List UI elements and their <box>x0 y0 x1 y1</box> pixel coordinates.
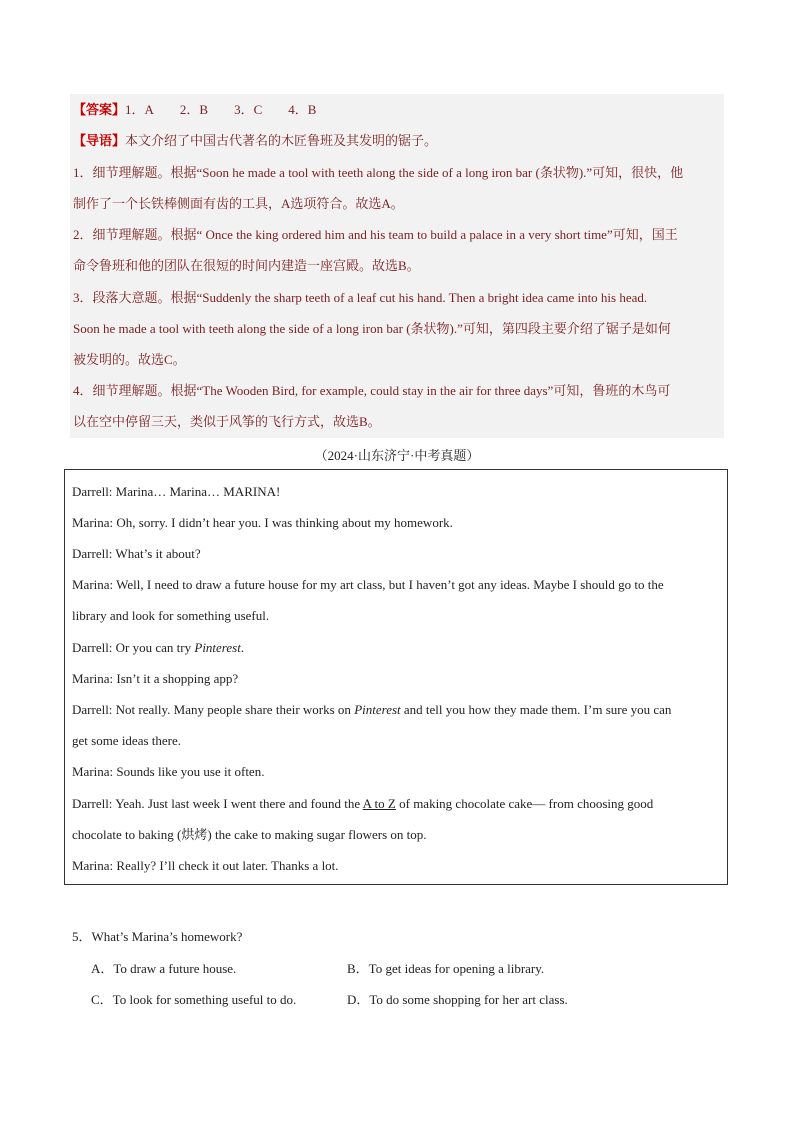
dialogue-text: Darrell: Yeah. Just last week I went there and found the <box>72 796 363 811</box>
dialogue-line <box>72 796 653 812</box>
app-name: Pinterest <box>354 702 401 717</box>
explanation-line: 制作了一个长铁棒侧面有齿的工具，A选项符合。故选A。 <box>73 196 404 211</box>
dialogue-line: Marina: Oh, sorry. I didn’t hear you. I was thinking about my homework. <box>72 515 453 530</box>
dialogue-text: Darrell: Not really. Many people share their works on <box>72 702 355 717</box>
explanation-line: Soon he made a tool with teeth along the side of a long iron bar (条状物).”可知，第四段主要介绍了锯子是如何 <box>73 321 671 336</box>
answer-explanation-block <box>70 94 724 438</box>
dialogue-box <box>64 469 728 885</box>
explanation-line: 命令鲁班和他的团队在很短的时间内建造一座宫殿。故选B。 <box>73 258 420 273</box>
answer-key-row <box>73 102 342 118</box>
option-a[interactable]: A．To draw a future house. <box>91 961 237 976</box>
option-c[interactable]: C．To look for something useful to do. <box>91 992 297 1007</box>
explanation-line: 以在空中停留三天，类似于风筝的飞行方式，故选B。 <box>73 414 381 429</box>
intro-tag: 【导语】 <box>73 133 126 148</box>
dialogue-line: Darrell: What’s it about? <box>72 546 201 561</box>
explanation-line: 被发明的。故选C。 <box>73 352 186 367</box>
dialogue-line: Marina: Really? I’ll check it out later. Thanks a lot. <box>72 858 339 873</box>
dialogue-line: Marina: Sounds like you use it often. <box>72 764 265 779</box>
dialogue-text: and tell you how they made them. I’m sure you can <box>400 702 672 717</box>
option-b[interactable]: B．To get ideas for opening a library. <box>347 961 545 976</box>
underlined-phrase: A to Z <box>362 796 396 811</box>
answer-2: 2．B <box>179 102 209 117</box>
dialogue-line: Marina: Isn’t it a shopping app? <box>72 671 239 686</box>
dialogue-line: get some ideas there. <box>72 733 182 748</box>
answer-tag: 【答案】 <box>73 102 126 117</box>
explanation-line: 1．细节理解题。根据“Soon he made a tool with teeth along the side of a long iron bar (条状物).”可知，很快，他 <box>73 165 684 180</box>
dialogue-line: Marina: Well, I need to draw a future house for my art class, but I haven’t got any ideas. Maybe I should go to the <box>72 577 664 592</box>
dialogue-text: Darrell: Or you can try <box>72 640 195 655</box>
question-stem: 5．What’s Marina’s homework? <box>72 929 243 944</box>
dialogue-line <box>72 702 671 718</box>
source-label: （2024·山东济宁·中考真题） <box>314 448 480 463</box>
dialogue-line: chocolate to baking (烘烤) the cake to making sugar flowers on top. <box>72 827 427 842</box>
dialogue-line: Darrell: Marina… Marina… MARINA! <box>72 484 281 499</box>
explanation-line: 2．细节理解题。根据“ Once the king ordered him and his team to build a palace in a very short time”可知，国王 <box>73 227 678 242</box>
dialogue-text: of making chocolate cake— from choosing good <box>395 796 654 811</box>
option-d[interactable]: D．To do some shopping for her art class. <box>347 992 568 1007</box>
dialogue-text: . <box>240 640 245 655</box>
dialogue-line: library and look for something useful. <box>72 608 270 623</box>
dialogue-line <box>72 640 244 656</box>
intro-text: 本文介绍了中国古代著名的木匠鲁班及其发明的锯子。 <box>125 133 438 148</box>
intro-row <box>73 133 437 149</box>
answer-3: 3．C <box>234 102 263 117</box>
explanation-line: 3．段落大意题。根据“Suddenly the sharp teeth of a leaf cut his hand. Then a bright idea came into his head. <box>73 290 648 305</box>
app-name: Pinterest <box>194 640 241 655</box>
answer-1: 1．A <box>125 102 154 117</box>
explanation-line: 4．细节理解题。根据“The Wooden Bird, for example, could stay in the air for three days”可知，鲁班的木鸟可 <box>73 383 671 398</box>
answer-4: 4．B <box>288 102 317 117</box>
